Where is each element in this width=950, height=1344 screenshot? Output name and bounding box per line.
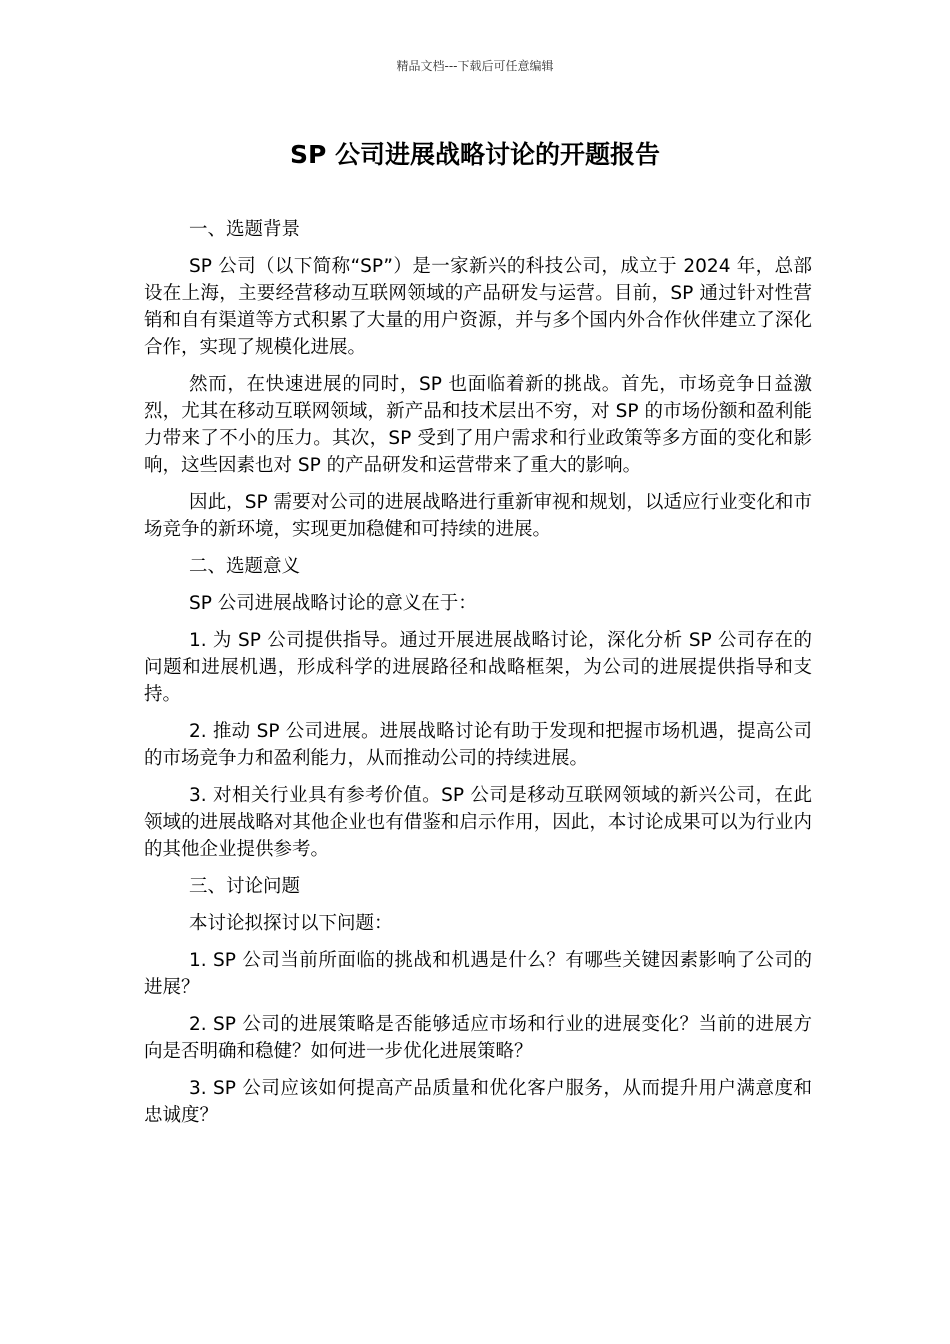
document-body [144,216,812,1139]
list-item-question-3: 3. SP 公司应该如何提高产品质量和优化客户服务，从而提升用户满意度和忠诚度？ [144,1078,812,1126]
paragraph-significance-intro: SP 公司进展战略讨论的意义在于： [189,593,477,614]
section-heading-significance: 二、选题意义 [189,556,301,577]
list-item-question-1: 1. SP 公司当前所面临的挑战和机遇是什么？有哪些关键因素影响了公司的进展？ [144,950,812,998]
header-note: 精品文档---下载后可任意编辑 [396,59,554,73]
paragraph-company-intro: SP 公司（以下简称“SP”）是一家新兴的科技公司，成立于 2024 年，总部设在上海，主要经营移动互联网领域的产品研发与运营。目前，SP 通过针对性营销和自有渠道等方式积累了大量的用户资源，并与多个国内外合作伙伴建立了深化合作，实现了规模化进展。 [144,256,812,358]
list-item-significance-3: 3. 对相关行业具有参考价值。SP 公司是移动互联网领域的新兴公司，在此领域的进展战略对其他企业也有借鉴和启示作用，因此，本讨论成果可以为行业内的其他企业提供参考。 [144,785,812,860]
list-item-question-2: 2. SP 公司的进展策略是否能够适应市场和行业的进展变化？当前的进展方向是否明确和稳健？如何进一步优化进展策略？ [144,1014,812,1062]
paragraph-questions-intro: 本讨论拟探讨以下问题： [189,913,393,934]
paragraph-therefore: 因此，SP 需要对公司的进展战略进行重新审视和规划，以适应行业变化和市场竞争的新环境，实现更加稳健和可持续的进展。 [144,492,812,540]
paragraph-challenges: 然而，在快速进展的同时，SP 也面临着新的挑战。首先，市场竞争日益激烈，尤其在移动互联网领域，新产品和技术层出不穷，对 SP 的市场份额和盈利能力带来了不小的压力。其次，SP 受到了用户需求和行业政策等多方面的变化和影响，这些因素也对 SP 的产品研发和运营带来了重大的影响。 [144,374,812,476]
document-title: SP 公司进展战略讨论的开题报告 [289,140,661,169]
section-heading-background: 一、选题背景 [189,219,301,240]
list-item-significance-2: 2. 推动 SP 公司进展。进展战略讨论有助于发现和把握市场机遇，提高公司的市场竞争力和盈利能力，从而推动公司的持续进展。 [144,721,812,769]
section-heading-questions: 三、讨论问题 [189,876,301,897]
list-item-significance-1: 1. 为 SP 公司提供指导。通过开展进展战略讨论，深化分析 SP 公司存在的问题和进展机遇，形成科学的进展路径和战略框架，为公司的进展提供指导和支持。 [144,630,812,705]
